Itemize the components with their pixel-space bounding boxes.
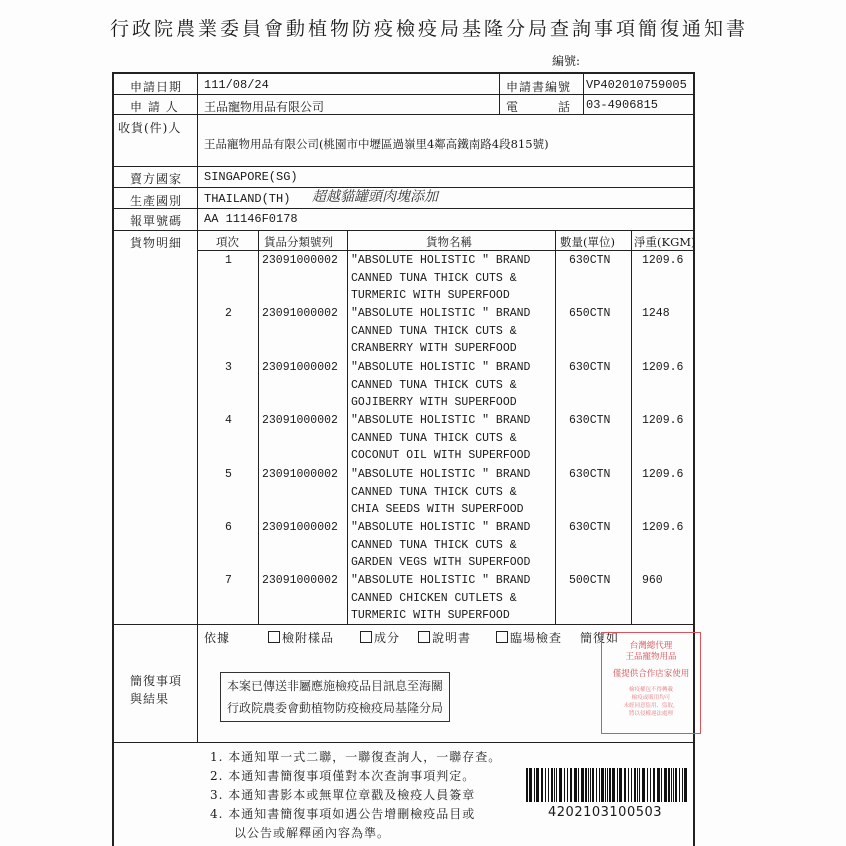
barcode-bar <box>634 768 636 802</box>
barcode-bar <box>592 768 594 802</box>
checkbox[interactable] <box>360 631 372 643</box>
barcode-bar <box>637 768 638 802</box>
goods-name-line-1: "ABSOLUTE HOLISTIC " BRAND <box>351 361 531 374</box>
goods-name-line-2: CANNED TUNA THICK CUTS & <box>351 271 517 285</box>
barcode-bar <box>671 768 672 802</box>
distributor-stamp <box>601 632 701 734</box>
row-line <box>112 114 694 115</box>
red-stamp-line-2: 王品寵物用品 <box>625 652 677 662</box>
checkbox[interactable] <box>496 631 508 643</box>
barcode-bar <box>578 768 579 802</box>
divider-app-no-value <box>583 72 584 114</box>
barcode-bar <box>642 768 645 802</box>
option-manual[interactable]: 說明書 <box>418 629 471 646</box>
goods-name-line-1: "ABSOLUTE HOLISTIC " BRAND <box>351 414 531 427</box>
barcode-bar <box>585 768 587 802</box>
barcode-bar <box>647 768 648 802</box>
goods-name-line-2: CANNED TUNA THICK CUTS & <box>351 485 517 499</box>
note-1: 1. 本通知單一式二聯，一聯復查詢人，一聯存查。 <box>210 750 502 764</box>
col-divider <box>631 230 632 624</box>
apply-date-value: 111/08/24 <box>204 78 269 92</box>
barcode-bar <box>581 768 584 802</box>
red-stamp-small-2: 檢疫或販用均可 <box>631 695 671 701</box>
goods-name-line-1: "ABSOLUTE HOLISTIC " BRAND <box>351 574 531 587</box>
note-3: 3. 本通知書影本或無單位章戳及檢疫人員簽章 <box>210 788 476 802</box>
header-quantity: 數量(單位) <box>560 235 615 249</box>
checkbox[interactable] <box>418 631 430 643</box>
barcode-bar <box>551 768 553 802</box>
barcode-bar <box>554 768 555 802</box>
table-left <box>197 230 198 624</box>
note-4-continued: 以公告或解釋函內容為準。 <box>234 826 391 840</box>
barcode-bar <box>534 768 535 802</box>
barcode-bar <box>609 768 611 802</box>
barcode-bar <box>661 768 662 802</box>
app-no-label: 申請書編號 <box>506 80 572 94</box>
barcode-bar <box>596 768 597 802</box>
barcode-bar <box>564 768 565 802</box>
quantity: 500CTN <box>569 574 611 587</box>
col-divider <box>555 230 556 624</box>
origin-value: THAILAND(TH) <box>204 192 291 206</box>
seller-value: SINGAPORE(SG) <box>204 170 298 184</box>
quantity: 630CTN <box>569 414 611 427</box>
option-ingredients[interactable]: 成分 <box>360 629 400 646</box>
barcode-bar <box>631 768 632 802</box>
item-no: 4 <box>225 414 232 427</box>
barcode-bar <box>679 768 680 802</box>
item-no: 1 <box>225 254 232 267</box>
barcode-bar <box>599 768 600 802</box>
quantity: 630CTN <box>569 254 611 267</box>
net-weight: 960 <box>642 574 663 587</box>
barcode-bar <box>545 768 546 802</box>
reply-as: 簡復如 <box>580 631 620 645</box>
barcode-bar <box>570 768 572 802</box>
goods-name-line-3: TURMERIC WITH SUPERFOOD <box>351 609 510 622</box>
barcode-bar <box>617 768 618 802</box>
net-weight: 1209.6 <box>642 414 684 427</box>
goods-name-line-1: "ABSOLUTE HOLISTIC " BRAND <box>351 307 531 320</box>
recipient-label: 收貨(件)人 <box>118 121 182 135</box>
goods-name-line-3: CHIA SEEDS WITH SUPERFOOD <box>351 503 524 516</box>
barcode-bar <box>612 768 615 802</box>
handwritten-note: 超越貓罐頭肉塊添加 <box>312 189 438 205</box>
reply-divider <box>197 624 198 742</box>
goods-name-line-3: GOJIBERRY WITH SUPERFOOD <box>351 396 517 409</box>
barcode-bar <box>628 768 629 802</box>
barcode-bar <box>675 768 677 802</box>
item-no: 6 <box>225 521 232 534</box>
goods-name-line-3: CRANBERRY WITH SUPERFOOD <box>351 342 517 355</box>
frame-top <box>112 72 694 74</box>
barcode-bar <box>664 768 667 802</box>
quantity: 630CTN <box>569 361 611 374</box>
row-line <box>112 208 694 209</box>
barcode-bar <box>574 768 577 802</box>
net-weight: 1248 <box>642 307 670 320</box>
goods-name-line-2: CANNED CHICKEN CUTLETS & <box>351 591 517 605</box>
barcode-bar <box>639 768 640 802</box>
goods-label: 貨物明細 <box>130 236 183 250</box>
header-goods-name: 貨物名稱 <box>426 235 472 249</box>
barcode-bar <box>601 768 604 802</box>
hs-code: 23091000002 <box>262 521 338 534</box>
declaration-value: AA 11146F0178 <box>204 212 298 226</box>
col-divider <box>347 230 348 624</box>
recipient-value: 王品寵物用品有限公司(桃園市中壢區過嶺里4鄰高鐵南路4段815號) <box>204 137 549 151</box>
net-weight: 1209.6 <box>642 254 684 267</box>
barcode-bar <box>653 768 655 802</box>
document-title: 行政院農業委員會動植物防疫檢疫局基隆分局查詢事項簡復通知書 <box>110 18 749 40</box>
row-line <box>112 230 694 231</box>
option-inspection[interactable]: 臨場檢查 <box>496 629 562 646</box>
frame-left <box>112 72 114 846</box>
barcode-bar <box>548 768 549 802</box>
item-no: 7 <box>225 574 232 587</box>
barcode-bar <box>588 768 589 802</box>
barcode-bar <box>668 768 670 802</box>
reply-label-1: 簡復事項 <box>130 674 183 688</box>
barcode-bar <box>590 768 591 802</box>
note-2: 2. 本通知書簡復事項僅對本次查詢事項判定。 <box>210 769 476 783</box>
applicant-label: 申 請 人 <box>130 100 179 114</box>
header-net-weight: 淨重(KGM) <box>634 235 696 249</box>
goods-name-line-1: "ABSOLUTE HOLISTIC " BRAND <box>351 521 531 534</box>
goods-name-line-2: CANNED TUNA THICK CUTS & <box>351 378 517 392</box>
red-stamp-line-1: 台灣總代理 <box>629 641 673 651</box>
goods-name-line-3: TURMERIC WITH SUPERFOOD <box>351 289 510 302</box>
seller-label: 賣方國家 <box>130 172 183 186</box>
barcode-number: 4202103100503 <box>548 805 663 820</box>
phone-value: 03-4906815 <box>586 98 659 112</box>
serial-label: 編號: <box>552 54 581 68</box>
barcode-bar <box>529 768 532 802</box>
header-hs-code: 貨品分類號列 <box>264 235 333 249</box>
hs-code: 23091000002 <box>262 414 338 427</box>
barcode-image <box>524 768 692 802</box>
net-weight: 1209.6 <box>642 468 684 481</box>
item-no: 5 <box>225 468 232 481</box>
applicant-value: 王品寵物用品有限公司 <box>204 100 325 114</box>
checkbox[interactable] <box>268 631 280 643</box>
stamp-line-2: 行政院農委會動植物防疫檢疫局基隆分局 <box>227 701 444 715</box>
barcode-bar <box>657 768 660 802</box>
quantity: 650CTN <box>569 307 611 320</box>
goods-name-line-2: CANNED TUNA THICK CUTS & <box>351 324 517 338</box>
goods-name-line-3: GARDEN VEGS WITH SUPERFOOD <box>351 556 531 569</box>
barcode-bar <box>682 768 683 802</box>
barcode-bar <box>559 768 562 802</box>
goods-name-line-1: "ABSOLUTE HOLISTIC " BRAND <box>351 468 531 481</box>
declaration-label: 報單號碼 <box>130 214 183 228</box>
barcode-bar <box>684 768 687 802</box>
origin-label: 生產國別 <box>130 194 183 208</box>
quantity: 630CTN <box>569 521 611 534</box>
hs-code: 23091000002 <box>262 574 338 587</box>
basis-label: 依據 <box>204 631 231 645</box>
row-line <box>112 624 694 625</box>
row-line <box>112 742 694 743</box>
net-weight: 1209.6 <box>642 361 684 374</box>
hs-code: 23091000002 <box>262 254 338 267</box>
red-stamp-line-3: 僅提供合作店家使用 <box>612 669 690 679</box>
hs-code: 23091000002 <box>262 361 338 374</box>
barcode-bar <box>541 768 543 802</box>
reply-label-2: 與結果 <box>130 692 170 706</box>
red-stamp-small-3: 未經同意盜用、盜取， <box>623 703 679 709</box>
net-weight: 1209.6 <box>642 521 684 534</box>
item-no: 3 <box>225 361 232 374</box>
divider-app-no <box>499 72 500 114</box>
header-line <box>197 250 693 251</box>
goods-name-line-2: CANNED TUNA THICK CUTS & <box>351 431 517 445</box>
barcode-bar <box>526 768 528 802</box>
option-samples[interactable]: 檢附樣品 <box>268 629 334 646</box>
barcode-bar <box>650 768 651 802</box>
quantity: 630CTN <box>569 468 611 481</box>
hs-code: 23091000002 <box>262 307 338 320</box>
goods-name-line-3: COCONUT OIL WITH SUPERFOOD <box>351 449 531 462</box>
barcode-bar <box>607 768 608 802</box>
header-item-no: 項次 <box>216 235 239 249</box>
barcode-bar <box>624 768 626 802</box>
row-line <box>112 166 694 167</box>
barcode-bar <box>556 768 557 802</box>
goods-name-line-2: CANNED TUNA THICK CUTS & <box>351 538 517 552</box>
goods-name-line-1: "ABSOLUTE HOLISTIC " BRAND <box>351 254 531 267</box>
stamp-line-1: 本案已傳送非屬應施檢疫品目訊息至海關 <box>227 679 444 693</box>
red-stamp-small-4: 將以侵權違法處理 <box>628 711 673 717</box>
item-no: 2 <box>225 307 232 320</box>
red-stamp-small-1: 檢疫權包不得轉載 <box>628 687 673 693</box>
apply-date-label: 申請日期 <box>130 80 183 94</box>
barcode-bar <box>619 768 622 802</box>
quarantine-stamp <box>220 672 450 722</box>
barcode-bar <box>605 768 606 802</box>
phone-label: 電 話 <box>506 100 572 114</box>
hs-code: 23091000002 <box>262 468 338 481</box>
row-line <box>112 94 694 95</box>
barcode-bar <box>536 768 539 802</box>
barcode-bar <box>567 768 568 802</box>
app-no-value: VP402010759005 <box>586 78 687 92</box>
col-divider <box>258 230 259 624</box>
barcode-bar <box>673 768 674 802</box>
note-4: 4. 本通知書簡復事項如遇公告增刪檢疫品目或 <box>210 807 476 821</box>
